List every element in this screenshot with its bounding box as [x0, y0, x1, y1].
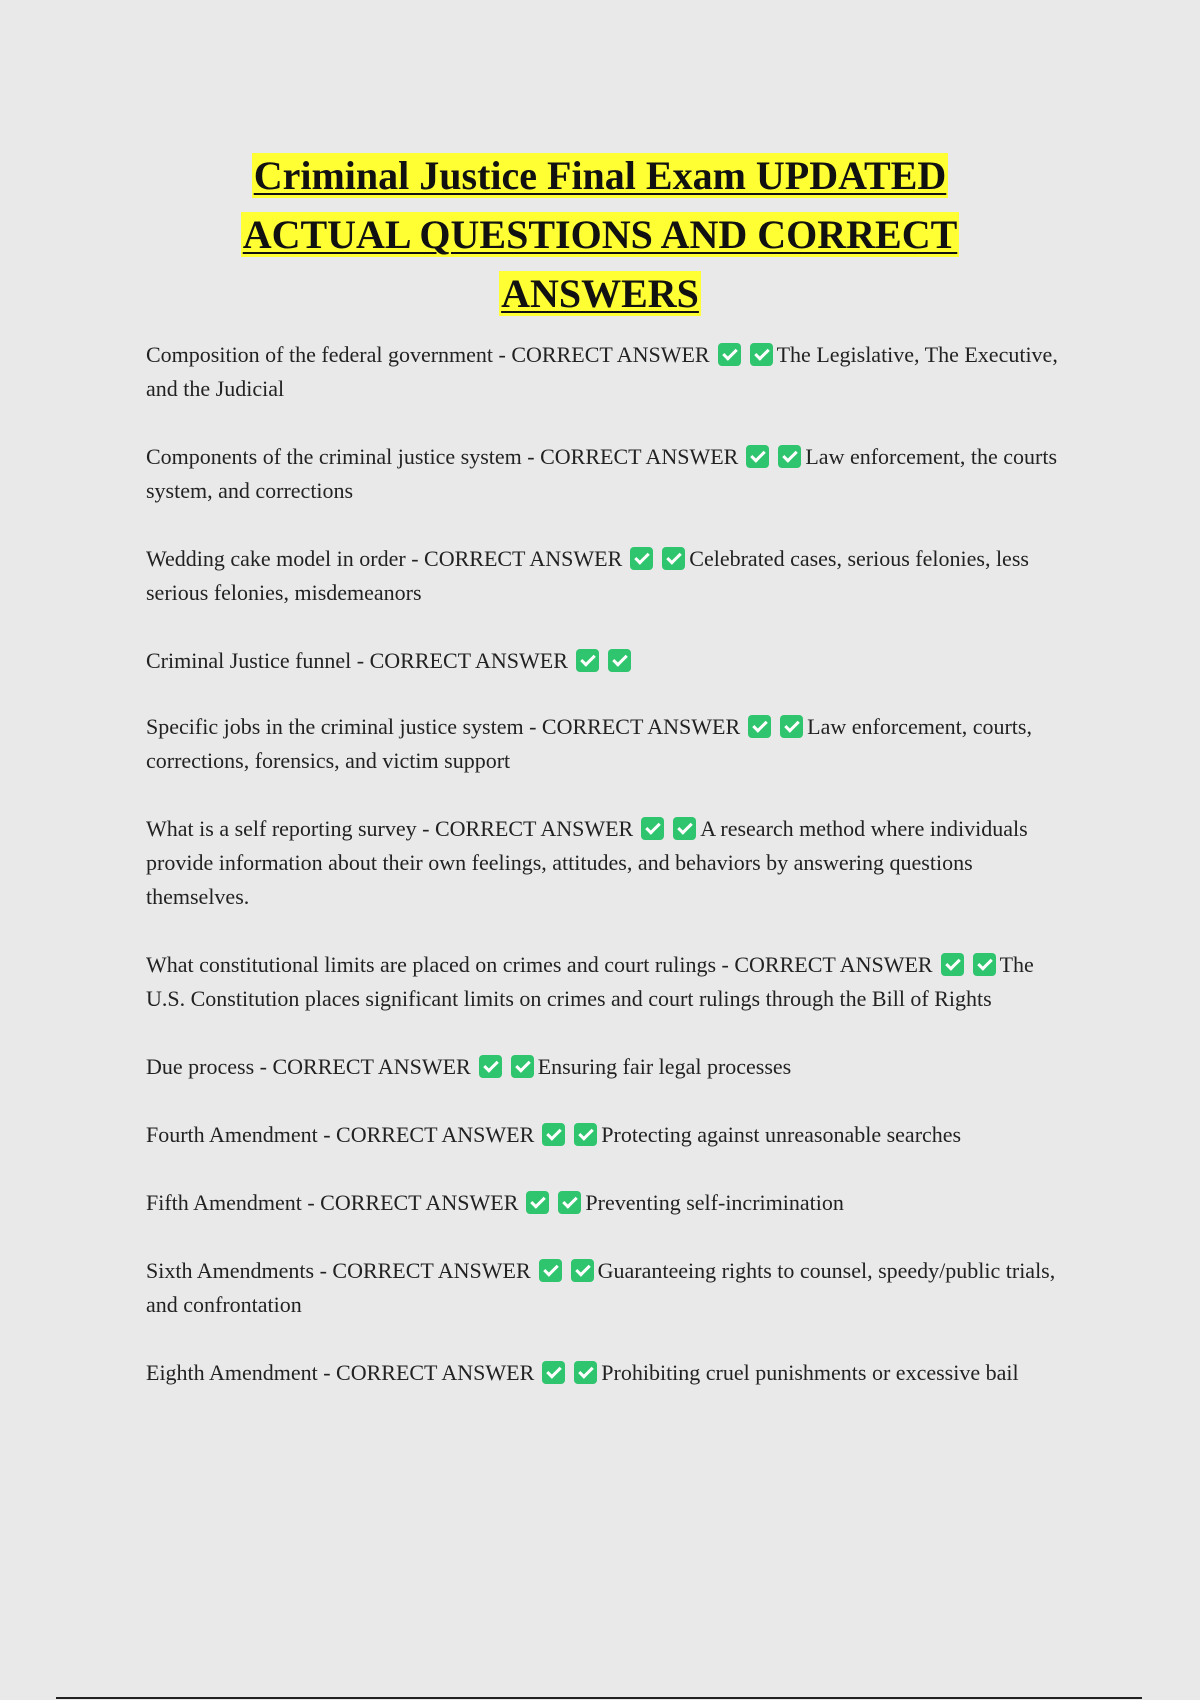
answer-text: Law enforcement, the courts system, and corrections	[146, 444, 1058, 503]
check-mark-icon	[973, 953, 996, 976]
qa-item: Due process - CORRECT ANSWER Ensuring fair legal processes	[146, 1054, 792, 1079]
qa-item: Fifth Amendment - CORRECT ANSWER Preventing self-incrimination	[146, 1190, 844, 1215]
qa-list	[146, 338, 1066, 1424]
check-mark-icon	[662, 547, 685, 570]
answer-marker: CORRECT ANSWER	[272, 1054, 471, 1079]
question-text: Criminal Justice funnel	[146, 648, 352, 673]
answer-text: Ensuring fair legal processes	[537, 1054, 792, 1079]
answer-marker: CORRECT ANSWER	[511, 342, 710, 367]
question-text: Composition of the federal government	[146, 342, 494, 367]
check-mark-icon	[574, 1123, 597, 1146]
check-mark-icon	[748, 715, 771, 738]
question-text: Components of the criminal justice system	[146, 444, 522, 469]
answer-marker: CORRECT ANSWER	[369, 648, 568, 673]
check-mark-icon	[542, 1123, 565, 1146]
answer-text: The Legislative, The Executive, and the Judicial	[146, 342, 1058, 401]
check-mark-icon	[608, 649, 631, 672]
answer-marker: CORRECT ANSWER	[332, 1258, 531, 1283]
question-text: Sixth Amendments	[146, 1258, 315, 1283]
question-text: Fourth Amendment	[146, 1122, 318, 1147]
answer-marker: CORRECT ANSWER	[434, 816, 634, 841]
qa-item: Components of the criminal justice system - CORRECT ANSWER Law enforcement, the courts system, and corrections	[146, 444, 1058, 503]
question-text: Wedding cake model in order	[146, 546, 406, 571]
qa-item: Specific jobs in the criminal justice system - CORRECT ANSWER Law enforcement, courts, corrections, forensics, and victim support	[146, 714, 1032, 773]
check-mark-icon	[746, 445, 769, 468]
check-mark-icon	[641, 817, 664, 840]
question-text: Eighth Amendment	[146, 1360, 318, 1385]
check-mark-icon	[571, 1259, 594, 1282]
answer-marker: CORRECT ANSWER	[541, 714, 741, 739]
check-mark-icon	[778, 445, 801, 468]
document-title	[140, 146, 1060, 323]
check-mark-icon	[558, 1191, 581, 1214]
answer-text: A research method where individuals provide information about their own feelings, attitudes, and behaviors by answering questions themselves.	[146, 816, 1028, 909]
answer-text: Preventing self-incrimination	[585, 1190, 844, 1215]
question-text: Specific jobs in the criminal justice system	[146, 714, 524, 739]
check-mark-icon	[539, 1259, 562, 1282]
title-line-1: Criminal Justice Final Exam UPDATED	[253, 153, 947, 198]
answer-text: Prohibiting cruel punishments or excessive bail	[601, 1360, 1019, 1385]
answer-text: Guaranteeing rights to counsel, speedy/public trials, and confrontation	[146, 1258, 1056, 1317]
check-mark-icon	[718, 343, 741, 366]
check-mark-icon	[479, 1055, 502, 1078]
qa-item: What constitutional limits are placed on crimes and court rulings - CORRECT ANSWER The U.S. Constitution places significant limits on crimes and court rulings through the Bill of Rights	[146, 952, 1034, 1011]
qa-item: What is a self reporting survey - CORRECT ANSWER A research method where individuals provide information about their own feelings, attitudes, and behaviors by answering questions themselves.	[146, 816, 1028, 909]
answer-text: Law enforcement, courts, corrections, forensics, and victim support	[146, 714, 1032, 773]
answer-text: The U.S. Constitution places significant limits on crimes and court rulings through the Bill of Rights	[146, 952, 1034, 1011]
qa-item: Eighth Amendment - CORRECT ANSWER Prohibiting cruel punishments or excessive bail	[146, 1360, 1019, 1385]
check-mark-icon	[750, 343, 773, 366]
title-line-3: ANSWERS	[501, 271, 699, 316]
qa-item: Composition of the federal government - CORRECT ANSWER The Legislative, The Executive, and the Judicial	[146, 342, 1058, 401]
answer-marker: CORRECT ANSWER	[336, 1122, 535, 1147]
answer-text: Celebrated cases, serious felonies, less serious felonies, misdemeanors	[146, 546, 1029, 605]
qa-item: Sixth Amendments - CORRECT ANSWER Guaranteeing rights to counsel, speedy/public trials, and confrontation	[146, 1258, 1056, 1317]
qa-item: Fourth Amendment - CORRECT ANSWER Protecting against unreasonable searches	[146, 1122, 962, 1147]
title-line-2: ACTUAL QUESTIONS AND CORRECT	[242, 212, 958, 257]
answer-marker: CORRECT ANSWER	[424, 546, 623, 571]
answer-marker: CORRECT ANSWER	[336, 1360, 535, 1385]
answer-text: Protecting against unreasonable searches	[601, 1122, 962, 1147]
check-mark-icon	[630, 547, 653, 570]
question-text: What constitutional limits are placed on crimes and court rulings	[146, 952, 717, 977]
check-mark-icon	[780, 715, 803, 738]
check-mark-icon	[576, 649, 599, 672]
check-mark-icon	[673, 817, 696, 840]
answer-marker: CORRECT ANSWER	[320, 1190, 519, 1215]
check-mark-icon	[526, 1191, 549, 1214]
question-text: Fifth Amendment	[146, 1190, 302, 1215]
question-text: Due process	[146, 1054, 255, 1079]
check-mark-icon	[574, 1361, 597, 1384]
question-text: What is a self reporting survey	[146, 816, 417, 841]
answer-marker: CORRECT ANSWER	[734, 952, 933, 977]
footer-divider	[56, 1697, 1142, 1699]
qa-item: Wedding cake model in order - CORRECT ANSWER Celebrated cases, serious felonies, less serious felonies, misdemeanors	[146, 546, 1029, 605]
answer-marker: CORRECT ANSWER	[540, 444, 739, 469]
check-mark-icon	[542, 1361, 565, 1384]
qa-item: Criminal Justice funnel - CORRECT ANSWER	[146, 644, 1066, 678]
check-mark-icon	[511, 1055, 534, 1078]
check-mark-icon	[941, 953, 964, 976]
